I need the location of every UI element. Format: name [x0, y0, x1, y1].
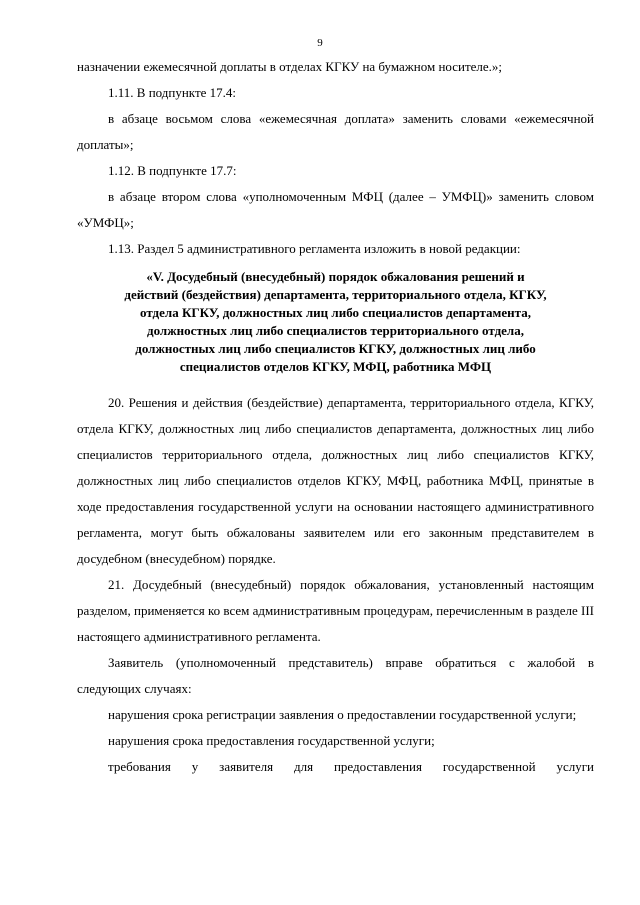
paragraph: нарушения срока регистрации заявления о предоставлении государственной услуги;	[108, 707, 577, 722]
paragraph: 1.13. Раздел 5 административного регламента изложить в новой редакции:	[108, 241, 521, 256]
section-heading-line: «V. Досудебный (внесудебный) порядок обжалования решений и	[146, 269, 525, 284]
paragraph: 1.12. В подпункте 17.7:	[108, 163, 237, 178]
paragraphs-after	[77, 390, 594, 780]
heading-spacer	[77, 376, 594, 390]
page-content	[77, 54, 594, 780]
page-number: 9	[317, 37, 323, 49]
paragraph: в абзаце втором слова «уполномоченным МФЦ (далее – УМФЦ)» заменить словом «УМФЦ»;	[77, 189, 594, 230]
paragraph: нарушения срока предоставления государственной услуги;	[108, 733, 435, 748]
paragraph: назначении ежемесячной доплаты в отделах КГКУ на бумажном носителе.»;	[77, 59, 503, 74]
paragraph: 21. Досудебный (внесудебный) порядок обжалования, установленный настоящим разделом, применяется ко всем административным процедурам, перечисленным в разделе III настоящего административного регламента.	[77, 577, 594, 644]
section-heading-line: действий (бездействия) департамента, территориального отдела, КГКУ,	[124, 287, 547, 302]
paragraph: 20. Решения и действия (бездействие) департамента, территориального отдела, КГКУ, отдела КГКУ, должностных лиц либо специалистов департамента, должностных лиц либо специалистов территориального отдела, должностных лиц либо специалистов КГКУ, должностных лиц либо специалистов отделов КГКУ, МФЦ, работника МФЦ, принятые в ходе предоставления государственной услуги на основании настоящего административного регламента, могут быть обжалованы заявителем или его законным представителем в досудебном (внесудебном) порядке.	[77, 395, 594, 566]
paragraph: Заявитель (уполномоченный представитель) вправе обратиться с жалобой в следующих случаях:	[77, 655, 594, 696]
section-heading-line: должностных лиц либо специалистов территориального отдела,	[147, 323, 524, 338]
paragraph: в абзаце восьмом слова «ежемесячная доплата» заменить словами «ежемесячной доплаты»;	[77, 111, 594, 152]
section-heading-line: специалистов отделов КГКУ, МФЦ, работника МФЦ	[179, 359, 492, 374]
paragraph: требования у заявителя для предоставления государственной услуги	[108, 759, 594, 774]
section-heading-line: должностных лиц либо специалистов КГКУ, должностных лиц либо	[135, 341, 536, 356]
section-heading-line: отдела КГКУ, должностных лиц либо специалистов департамента,	[140, 305, 531, 320]
section-heading	[77, 268, 594, 376]
paragraphs-before	[77, 54, 594, 262]
paragraph: 1.11. В подпункте 17.4:	[108, 85, 237, 100]
